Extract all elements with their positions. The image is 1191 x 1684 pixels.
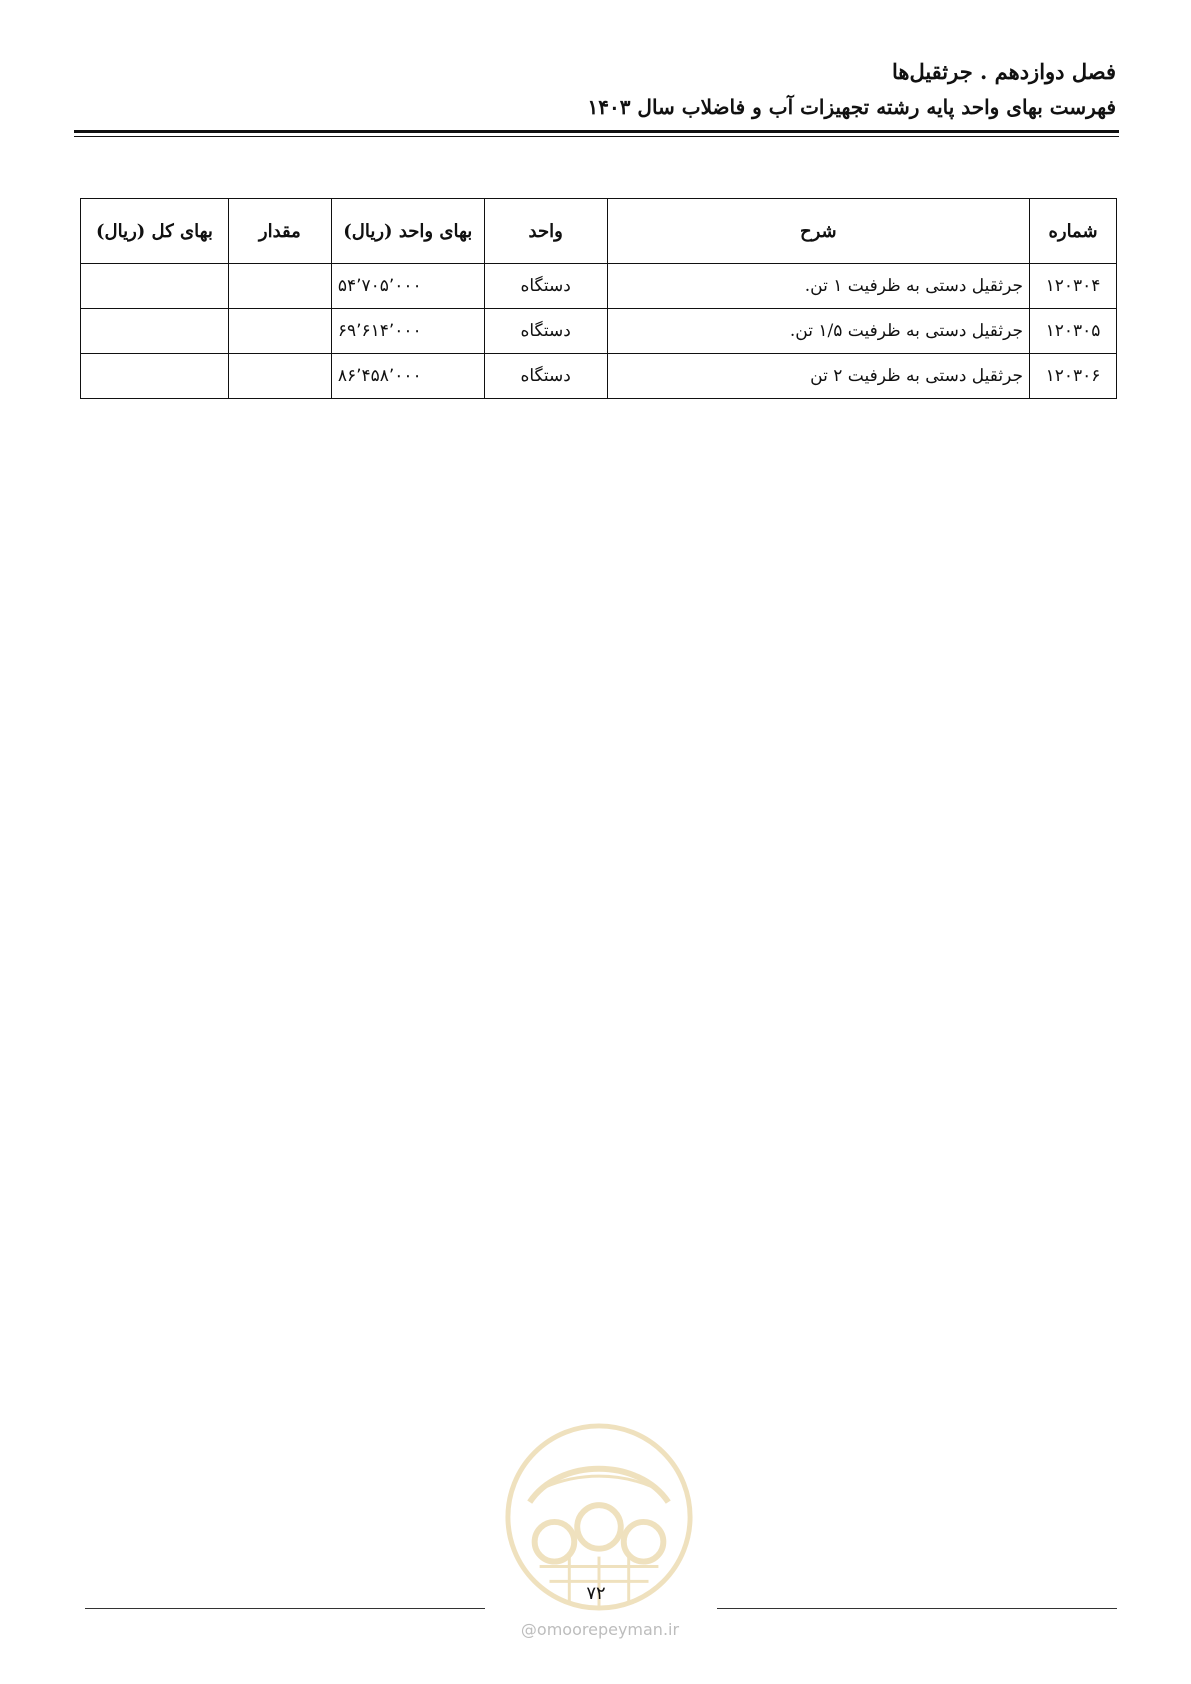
- row-description: جرثقیل دستی به ظرفیت ۲ تن: [607, 354, 1029, 399]
- table-row: [81, 309, 1117, 354]
- row-unit: دستگاه: [484, 264, 607, 309]
- row-quantity: [228, 264, 331, 309]
- footer-rule-right: [717, 1608, 1117, 1609]
- row-unit: دستگاه: [484, 354, 607, 399]
- row-total-price: [81, 354, 229, 399]
- table-row: [81, 264, 1117, 309]
- row-unit-price: ۸۶٬۴۵۸٬۰۰۰: [331, 354, 484, 399]
- watermark-text: @omoorepeyman.ir: [520, 1620, 680, 1639]
- header-rule-thick: [74, 130, 1119, 133]
- row-number: ۱۲۰۳۰۵: [1030, 309, 1117, 354]
- page-number: ۷۲: [586, 1583, 606, 1604]
- row-description: جرثقیل دستی به ظرفیت ۱/۵ تن.: [607, 309, 1029, 354]
- chapter-title: فصل دوازدهم . جرثقیل‌ها: [891, 59, 1116, 84]
- header-unit: واحد: [484, 199, 607, 264]
- price-list-table: [80, 198, 1117, 399]
- row-number: ۱۲۰۳۰۴: [1030, 264, 1117, 309]
- header-quantity: مقدار: [228, 199, 331, 264]
- header-number: شماره: [1030, 199, 1117, 264]
- document-subtitle: فهرست بهای واحد پایه رشته تجهیزات آب و فاضلاب سال ۱۴۰۳: [587, 95, 1116, 119]
- header-total-price: بهای کل (ریال): [81, 199, 229, 264]
- row-description: جرثقیل دستی به ظرفیت ۱ تن.: [607, 264, 1029, 309]
- row-quantity: [228, 354, 331, 399]
- row-total-price: [81, 309, 229, 354]
- row-total-price: [81, 264, 229, 309]
- row-number: ۱۲۰۳۰۶: [1030, 354, 1117, 399]
- footer-rule-left: [85, 1608, 485, 1609]
- row-unit-price: ۵۴٬۷۰۵٬۰۰۰: [331, 264, 484, 309]
- row-unit: دستگاه: [484, 309, 607, 354]
- header-description: شرح: [607, 199, 1029, 264]
- row-unit-price: ۶۹٬۶۱۴٬۰۰۰: [331, 309, 484, 354]
- table-header-row: [81, 199, 1117, 264]
- page-header: [76, 58, 1116, 122]
- table-row: [81, 354, 1117, 399]
- row-quantity: [228, 309, 331, 354]
- header-unit-price: بهای واحد (ریال): [331, 199, 484, 264]
- header-rule-thin: [74, 136, 1119, 137]
